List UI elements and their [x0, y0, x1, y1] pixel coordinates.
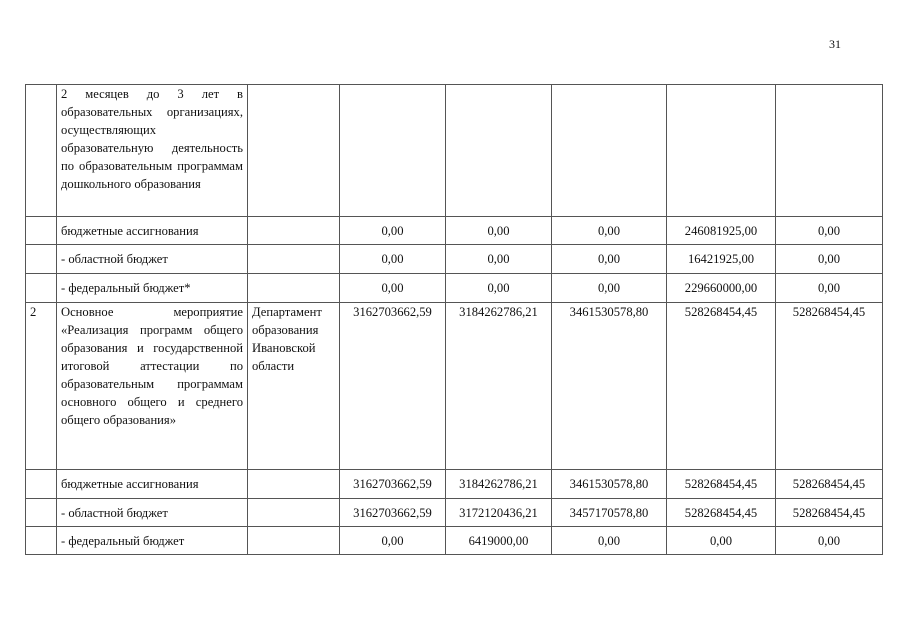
value-cell: 528268454,45	[667, 499, 776, 527]
value-cell: 0,00	[776, 217, 883, 245]
value-cell: 0,00	[776, 245, 883, 274]
value-cell: 6419000,00	[446, 527, 552, 555]
row-index	[26, 245, 57, 274]
value-cell: 3461530578,80	[552, 303, 667, 470]
page-number: 31	[829, 37, 841, 51]
value-cell: 3172120436,21	[446, 499, 552, 527]
value-cell: 0,00	[446, 274, 552, 303]
row-name: 2 месяцев до 3 лет в образовательных организациях, осуществляющих образовательную деятельность по образовательным программам дошкольного образования	[57, 85, 248, 217]
row-executor: Департамент образования Ивановской области	[248, 303, 340, 470]
value-cell: 0,00	[340, 217, 446, 245]
row-name: - областной бюджет	[57, 499, 248, 527]
value-cell: 3457170578,80	[552, 499, 667, 527]
row-name: Основное мероприятие «Реализация программ общего образования и государственной итоговой аттестации по образовательным программам основного общего и среднего общего образования»	[57, 303, 248, 470]
row-index	[26, 85, 57, 217]
value-cell: 0,00	[776, 274, 883, 303]
value-cell: 528268454,45	[776, 499, 883, 527]
value-cell	[776, 85, 883, 217]
row-index	[26, 527, 57, 555]
row-executor	[248, 217, 340, 245]
row-index: 2	[26, 303, 57, 470]
row-name: бюджетные ассигнования	[57, 217, 248, 245]
table-row	[26, 470, 883, 499]
value-cell: 3162703662,59	[340, 303, 446, 470]
value-cell: 0,00	[552, 527, 667, 555]
budget-table	[25, 84, 883, 555]
value-cell: 0,00	[446, 217, 552, 245]
value-cell: 246081925,00	[667, 217, 776, 245]
table-row	[26, 303, 883, 470]
table-row	[26, 85, 883, 217]
row-name: - федеральный бюджет*	[57, 274, 248, 303]
value-cell: 229660000,00	[667, 274, 776, 303]
value-cell: 0,00	[552, 274, 667, 303]
value-cell: 0,00	[340, 527, 446, 555]
row-executor	[248, 85, 340, 217]
value-cell: 528268454,45	[776, 470, 883, 499]
value-cell	[667, 85, 776, 217]
row-executor	[248, 274, 340, 303]
row-name: - областной бюджет	[57, 245, 248, 274]
value-cell: 0,00	[340, 274, 446, 303]
table-row	[26, 245, 883, 274]
row-index	[26, 499, 57, 527]
row-executor	[248, 470, 340, 499]
value-cell: 16421925,00	[667, 245, 776, 274]
table-row	[26, 217, 883, 245]
table-row	[26, 274, 883, 303]
value-cell: 528268454,45	[667, 303, 776, 470]
value-cell: 0,00	[552, 217, 667, 245]
value-cell: 0,00	[552, 245, 667, 274]
value-cell: 528268454,45	[776, 303, 883, 470]
table-row	[26, 527, 883, 555]
value-cell: 0,00	[667, 527, 776, 555]
row-executor	[248, 527, 340, 555]
row-name: - федеральный бюджет	[57, 527, 248, 555]
value-cell: 3162703662,59	[340, 470, 446, 499]
row-index	[26, 470, 57, 499]
row-name: бюджетные ассигнования	[57, 470, 248, 499]
value-cell	[552, 85, 667, 217]
value-cell: 0,00	[340, 245, 446, 274]
value-cell: 3461530578,80	[552, 470, 667, 499]
row-index	[26, 217, 57, 245]
value-cell: 0,00	[446, 245, 552, 274]
value-cell	[446, 85, 552, 217]
row-index	[26, 274, 57, 303]
value-cell: 528268454,45	[667, 470, 776, 499]
value-cell: 3184262786,21	[446, 303, 552, 470]
table-row	[26, 499, 883, 527]
row-executor	[248, 245, 340, 274]
value-cell: 3184262786,21	[446, 470, 552, 499]
value-cell	[340, 85, 446, 217]
row-executor	[248, 499, 340, 527]
value-cell: 3162703662,59	[340, 499, 446, 527]
value-cell: 0,00	[776, 527, 883, 555]
